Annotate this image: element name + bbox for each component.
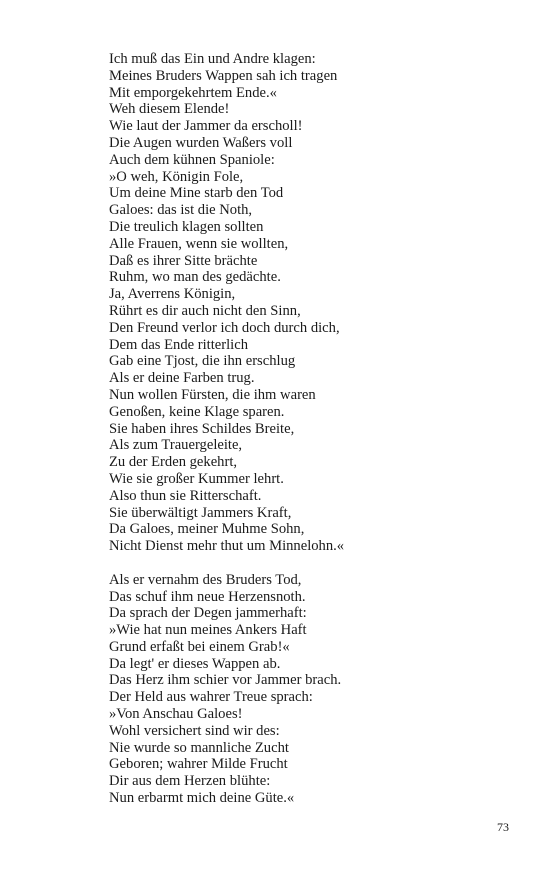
poem-line: Die treulich klagen sollten [109, 218, 264, 235]
poem-line: Gab eine Tjost, die ihn erschlug [109, 353, 296, 370]
poem-line: Alle Frauen, wenn sie wollten, [109, 235, 289, 252]
poem-line: Ja, Averrens Königin, [109, 286, 236, 303]
page-number: 73 [497, 820, 509, 834]
poem-line: Wie laut der Jammer da erscholl! [109, 118, 303, 135]
poem-line: Weh diesem Elende! [109, 101, 230, 118]
poem-line: Grund erfaßt bei einem Grab!« [109, 638, 290, 655]
poem-line: Mit emporgekehrtem Ende.« [109, 84, 277, 101]
poem-text [109, 51, 449, 807]
poem-line: Rührt es dir auch nicht den Sinn, [109, 302, 301, 319]
stanza [109, 51, 449, 555]
poem-line: Nun wollen Fürsten, die ihm waren [109, 386, 316, 403]
poem-line: Ruhm, wo man des gedächte. [109, 269, 281, 286]
poem-line: Sie überwältigt Jammers Kraft, [109, 504, 292, 521]
poem-line: Daß es ihrer Sitte brächte [109, 252, 258, 269]
poem-line: Das Herz ihm schier vor Jammer brach. [109, 672, 342, 689]
poem-line: Also thun sie Ritterschaft. [109, 487, 262, 504]
poem-line: »O weh, Königin Fole, [109, 168, 244, 185]
poem-line: Den Freund verlor ich doch durch dich, [109, 319, 340, 336]
poem-line: Zu der Erden gekehrt, [109, 454, 238, 471]
poem-line: Wie sie großer Kummer lehrt. [109, 470, 284, 487]
poem-line: Die Augen wurden Waßers voll [109, 134, 293, 151]
poem-line: Dir aus dem Herzen blühte: [109, 773, 271, 790]
poem-line: Galoes: das ist die Noth, [109, 202, 253, 219]
poem-line: Nie wurde so mannliche Zucht [109, 739, 289, 756]
poem-line: Nun erbarmt mich deine Güte.« [109, 790, 295, 807]
poem-line: Als er deine Farben trug. [109, 370, 255, 387]
poem-line: Da legt' er dieses Wappen ab. [109, 655, 281, 672]
poem-line: »Von Anschau Galoes! [109, 706, 243, 723]
poem-line: Da sprach der Degen jammerhaft: [109, 605, 307, 622]
poem-line: Als zum Trauergeleite, [109, 437, 243, 454]
poem-line: »Wie hat nun meines Ankers Haft [109, 622, 307, 639]
poem-line: Ich muß das Ein und Andre klagen: [109, 51, 316, 67]
poem-line: Sie haben ihres Schildes Breite, [109, 420, 295, 437]
poem-line: Wohl versichert sind wir des: [109, 722, 280, 739]
poem-line: Da Galoes, meiner Muhme Sohn, [109, 521, 305, 538]
poem-line: Das schuf ihm neue Herzensnoth. [109, 588, 306, 605]
poem-line: Als er vernahm des Bruders Tod, [109, 571, 302, 588]
poem-line: Um deine Mine starb den Tod [109, 185, 284, 202]
poem-line: Meines Bruders Wappen sah ich tragen [109, 67, 338, 84]
poem-line: Genoßen, keine Klage sparen. [109, 403, 285, 420]
poem-line: Auch dem kühnen Spaniole: [109, 151, 275, 168]
stanza [109, 572, 449, 807]
poem-line: Nicht Dienst mehr thut um Minnelohn.« [109, 538, 345, 555]
poem-line: Geboren; wahrer Milde Frucht [109, 756, 288, 773]
poem-line: Der Held aus wahrer Treue sprach: [109, 689, 313, 706]
poem-line: Dem das Ende ritterlich [109, 336, 248, 353]
